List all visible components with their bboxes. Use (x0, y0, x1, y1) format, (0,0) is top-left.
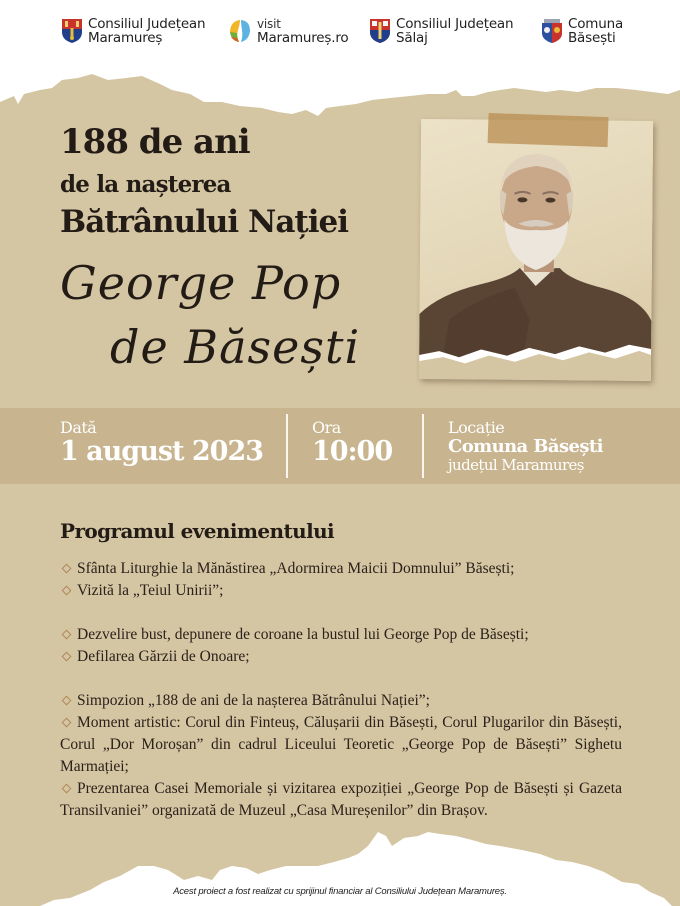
diamond-bullet-icon (62, 563, 72, 573)
logo-consiliul-judetean-maramures (61, 17, 205, 45)
logo-consiliul-judetean-salaj (369, 17, 513, 45)
program-item: Prezentarea Casei Memoriale și vizitarea expoziției „George Pop de Băsești și Gazeta Transilvaniei” organizată de Muzeul „Casa Mureșenilor” din Brașov. (60, 780, 622, 819)
diamond-bullet-icon (62, 695, 72, 705)
date-label: Dată (60, 418, 97, 437)
logo-line2: Maramureș.ro (257, 30, 349, 46)
program-item: Sfânta Liturghie la Mănăstirea „Adormirea Maicii Domnului” Băsești; (60, 558, 622, 580)
visit-maramures-globe-icon (228, 18, 252, 44)
diamond-bullet-icon (62, 651, 72, 661)
diamond-bullet-icon (62, 585, 72, 595)
program-list (60, 558, 622, 822)
portrait-image (419, 119, 653, 381)
info-location (448, 419, 603, 473)
program-spacer (60, 602, 622, 624)
info-time (312, 419, 392, 467)
title-subtitle: de la nașterea (60, 171, 231, 198)
location-label: Locație (448, 418, 505, 437)
diamond-bullet-icon (62, 629, 72, 639)
program-item: Moment artistic: Corul din Finteuș, Călușarii din Băsești, Corul Plugarilor din Băsești, Corul „Dor Moroșan” din cadrul Liceului Teoretic „George Pop de Băsești” Sighetu Marmației; (60, 714, 622, 775)
title-name-line2: de Băsești (110, 320, 361, 374)
info-divider (286, 414, 288, 478)
event-info-band (0, 408, 680, 484)
location-value: Comuna Băsești (448, 436, 603, 457)
program-item: Dezvelire bust, depunere de coroane la bustul lui George Pop de Băsești; (60, 624, 622, 646)
info-date (60, 419, 263, 467)
program-item: Defilarea Gărzii de Onoare; (60, 646, 622, 668)
logo-line1: Consiliul Județean (396, 16, 514, 32)
logo-line2: Sălaj (396, 30, 428, 46)
program-item: Vizită la „Teiul Unirii”; (60, 580, 622, 602)
partner-logos-bar (0, 0, 680, 70)
date-value: 1 august 2023 (60, 436, 264, 467)
title-name-line1: George Pop (60, 256, 342, 310)
tape-strip (488, 113, 609, 147)
program-item: Simpozion „188 de ani de la nașterea Bătrânului Nației”; (60, 690, 622, 712)
location-sub: județul Maramureș (448, 456, 584, 474)
funding-note: Acest proiect a fost realizat cu sprijinul financiar al Consiliului Județean Maramureș. (173, 886, 507, 897)
logo-comuna-basesti (541, 17, 623, 45)
diamond-bullet-icon (62, 783, 72, 793)
logo-line1: Comuna (568, 16, 624, 32)
program-heading: Programul evenimentului (60, 519, 335, 543)
time-value: 10:00 (312, 436, 393, 467)
time-label: Ora (312, 418, 341, 437)
logo-line1: Consiliul Județean (88, 16, 206, 32)
logo-line2: Maramureș (88, 30, 163, 46)
program-spacer (60, 668, 622, 690)
title-years: 188 de ani (60, 122, 250, 162)
portrait-photo (419, 119, 661, 386)
logo-line2: Băsești (568, 30, 616, 46)
title-honorific: Bătrânului Nației (60, 204, 349, 240)
logo-line1: visit (257, 17, 281, 31)
info-divider (422, 414, 424, 478)
diamond-bullet-icon (62, 717, 72, 727)
basesti-coat-of-arms-icon (541, 18, 563, 44)
salaj-coat-of-arms-icon (369, 18, 391, 44)
logo-visit-maramures (228, 17, 348, 45)
maramures-coat-of-arms-icon (61, 18, 83, 44)
portrait-illustration (419, 119, 653, 381)
